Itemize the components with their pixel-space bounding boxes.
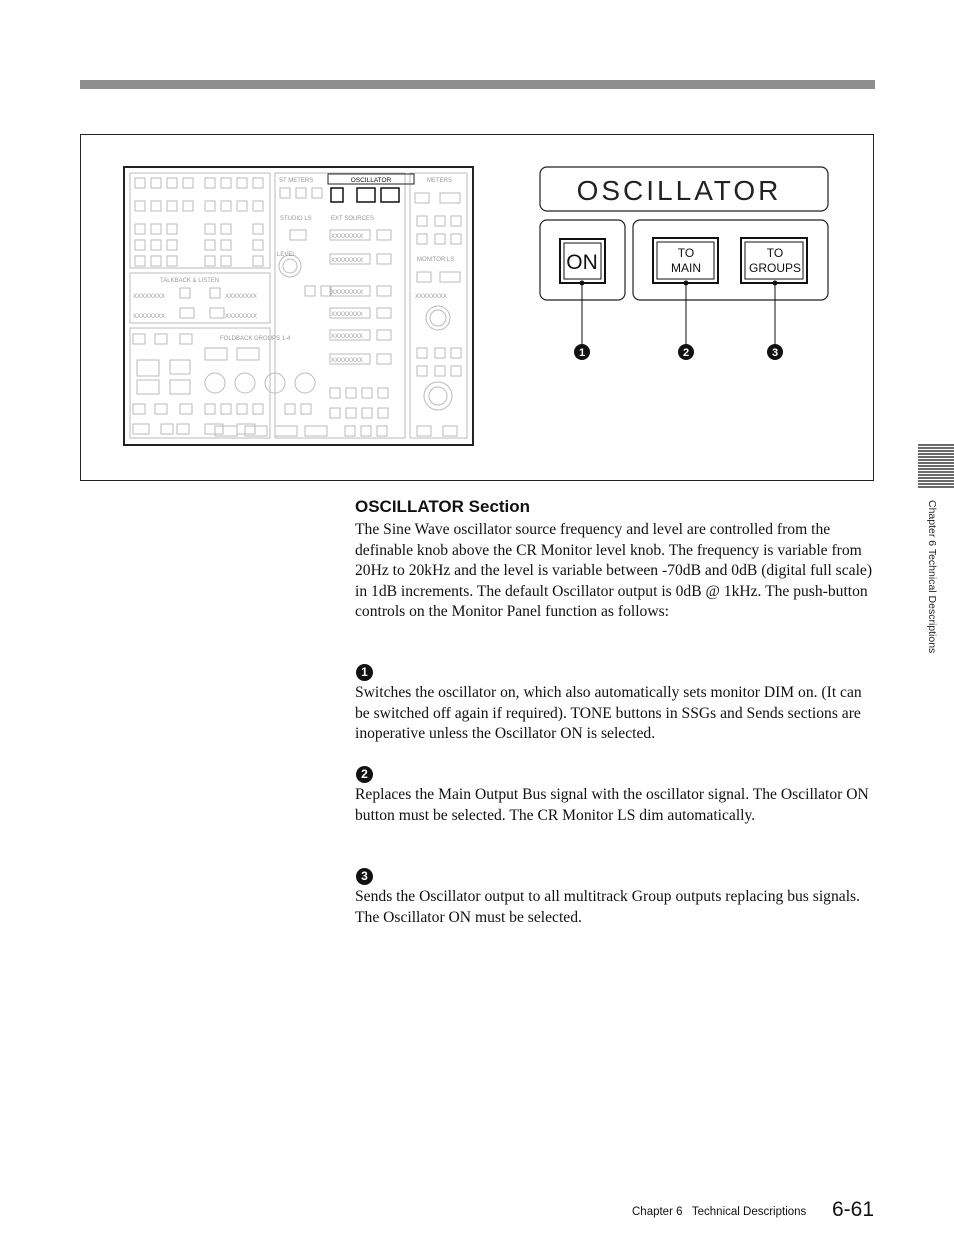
to-groups-line2: GROUPS xyxy=(748,261,802,275)
item-3-marker: 3 xyxy=(356,868,373,885)
item-1-marker: 1 xyxy=(356,664,373,681)
thumb-monitor-ls: MONITOR LS xyxy=(417,257,455,263)
to-main-line1: TO xyxy=(677,246,695,260)
footer-chapter-label: Chapter 6 Technical Descriptions xyxy=(632,1206,807,1218)
thumb-level: LEVEL xyxy=(277,252,296,258)
thumb-xx-5: XXXXXXXX xyxy=(331,234,364,240)
item-2-text: Replaces the Main Output Bus signal with the oscillator signal. The Oscillator ON button must be selected. The CR Monitor LS dim automatically. xyxy=(355,786,869,824)
chapter-tab-marker xyxy=(918,443,954,491)
monitor-panel-thumbnail xyxy=(123,166,474,446)
thumb-xx-2: XXXXXXXX xyxy=(225,294,258,300)
oscillator-detail-svg xyxy=(536,164,836,364)
thumb-st-meters: ST METERS xyxy=(279,178,314,184)
callout-3: 3 xyxy=(771,347,779,359)
intro-paragraph: The Sine Wave oscillator source frequency and level are controlled from the definable knob above the CR Monitor level knob. The frequency is variable from 20Hz to 20kHz and the level is variable between -70dB and 0dB (digital full scale) in 1dB increments. The default Oscillator output is 0dB @ 1kHz. The push-button controls on the Monitor Panel function as follows: xyxy=(355,521,873,620)
osc-title-text: OSCILLATOR xyxy=(576,175,782,206)
header-rule xyxy=(80,80,875,89)
to-main-line2: MAIN xyxy=(671,261,701,275)
thumb-talkback: TALKBACK & LISTEN xyxy=(160,278,220,284)
thumb-foldback: FOLDBACK GROUPS 1-4 xyxy=(220,336,291,342)
on-button-label: ON xyxy=(566,251,598,274)
to-groups-line1: TO xyxy=(766,246,784,260)
page-number: 6-61 xyxy=(832,1198,875,1221)
monitor-panel-drawing xyxy=(125,168,472,444)
thumb-xx-11: XXXXXXXX xyxy=(415,294,448,300)
item-3-text: Sends the Oscillator output to all multitrack Group outputs replacing bus signals. The Oscillator ON must be selected. xyxy=(355,888,860,926)
item-1-text: Switches the oscillator on, which also automatically sets monitor DIM on. (It can be switched off again if required). TONE buttons in SSGs and Sends sections are inoperative unless the Oscillator ON is selected. xyxy=(355,684,862,742)
thumb-xx-9: XXXXXXXX xyxy=(331,334,364,340)
thumb-studio-ls: STUDIO LS xyxy=(280,216,312,222)
callout-1: 1 xyxy=(578,347,586,359)
callout-2: 2 xyxy=(682,347,690,359)
thumb-meters: METERS xyxy=(427,178,453,184)
item-2-marker: 2 xyxy=(356,766,373,783)
thumb-xx-6: XXXXXXXX xyxy=(331,258,364,264)
thumb-xx-10: XXXXXXXX xyxy=(331,358,364,364)
thumb-xx-1: XXXXXXXX xyxy=(133,294,166,300)
thumb-ext-sources: EXT SOURCES xyxy=(331,216,374,222)
section-title: OSCILLATOR Section xyxy=(355,497,531,516)
thumb-xx-4: XXXXXXXX xyxy=(225,314,258,320)
thumb-oscillator-label: OSCILLATOR xyxy=(350,177,392,184)
chapter-side-label: Chapter 6 Technical Descriptions xyxy=(926,500,938,654)
thumb-xx-7: XXXXXXXX xyxy=(331,290,364,296)
thumb-xx-8: XXXXXXXX xyxy=(331,312,364,318)
thumb-xx-3: XXXXXXXX xyxy=(133,314,166,320)
oscillator-detail-diagram xyxy=(536,164,836,364)
